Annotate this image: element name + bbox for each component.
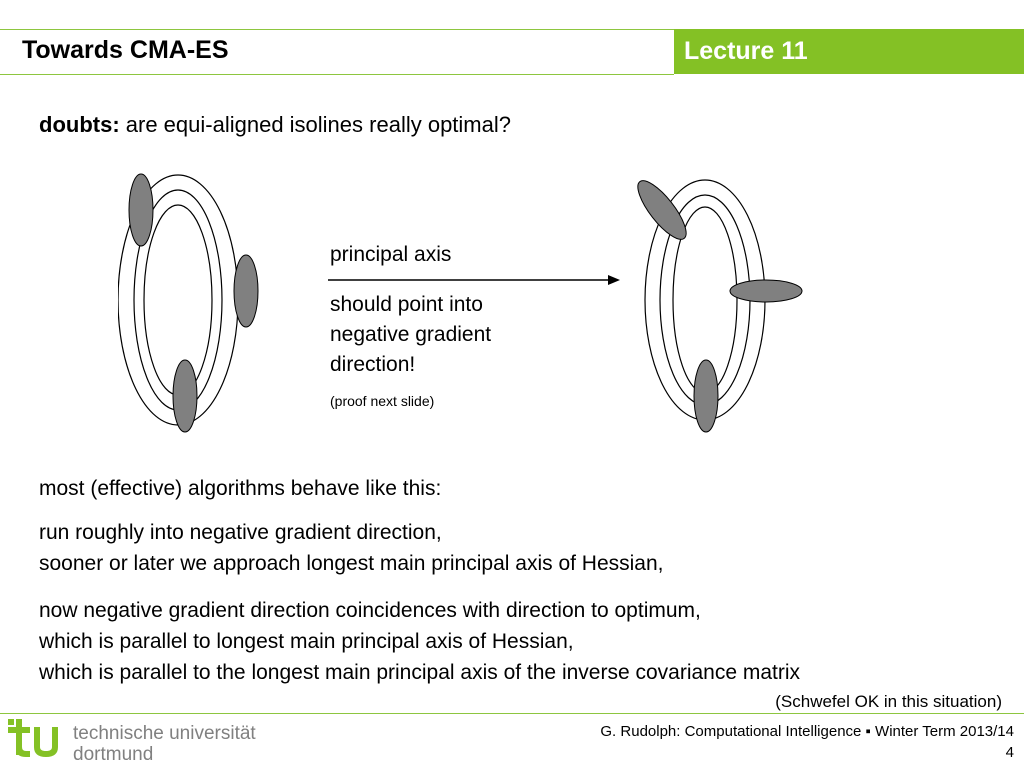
footer-credit-line: G. Rudolph: Computational Intelligence ▪ Winter Term 2013/14 <box>600 723 1014 740</box>
offspring-ellipse-rotated <box>630 175 693 246</box>
body-paragraph-2 <box>39 517 664 579</box>
footer-credit <box>600 721 1014 763</box>
offspring-ellipse-horizontal <box>730 280 802 302</box>
page-number: 4 <box>1005 744 1014 761</box>
doubts-line <box>39 112 511 138</box>
lecture-badge <box>674 29 1024 74</box>
tu-logo-icon <box>8 717 68 763</box>
description-line: direction! <box>330 353 416 376</box>
paragraph-line: which is parallel to the longest main principal axis of the inverse covariance matrix <box>39 661 801 684</box>
slide-title: Towards CMA-ES <box>22 36 229 64</box>
doubts-text: are equi-aligned isolines really optimal? <box>119 112 511 137</box>
description-line: should point into <box>330 293 483 316</box>
description-line: negative gradient <box>330 323 492 346</box>
offspring-ellipse-bottom <box>694 360 718 432</box>
paragraph-line: run roughly into negative gradient direction, <box>39 521 442 544</box>
footer-rule <box>0 713 1024 714</box>
isolines-axis-aligned-figure <box>118 170 268 440</box>
doubts-label: doubts: <box>39 112 120 137</box>
principal-axis-label: principal axis <box>330 243 452 266</box>
offspring-ellipse-top <box>129 174 153 246</box>
university-name <box>73 723 256 765</box>
university-line: technische universität <box>73 723 256 744</box>
offspring-ellipse-right <box>234 255 258 327</box>
lecture-label: Lecture 11 <box>684 37 808 65</box>
body-paragraph-3 <box>39 595 800 688</box>
paragraph-line: which is parallel to longest main principal axis of Hessian, <box>39 630 574 653</box>
offspring-ellipse-bottom <box>173 360 197 432</box>
schwefel-note: (Schwefel OK in this situation) <box>775 692 1002 711</box>
body-paragraph-1: most (effective) algorithms behave like this: <box>39 477 442 500</box>
paragraph-line: sooner or later we approach longest main principal axis of Hessian, <box>39 552 664 575</box>
university-line: dortmund <box>73 744 154 765</box>
proof-note: (proof next slide) <box>330 393 435 409</box>
paragraph-line: now negative gradient direction coincidences with direction to optimum, <box>39 599 701 622</box>
principal-axis-arrow <box>328 272 622 288</box>
header-rule <box>0 74 674 75</box>
isolines-rotated-figure <box>628 175 818 440</box>
principal-axis-description <box>330 290 550 380</box>
